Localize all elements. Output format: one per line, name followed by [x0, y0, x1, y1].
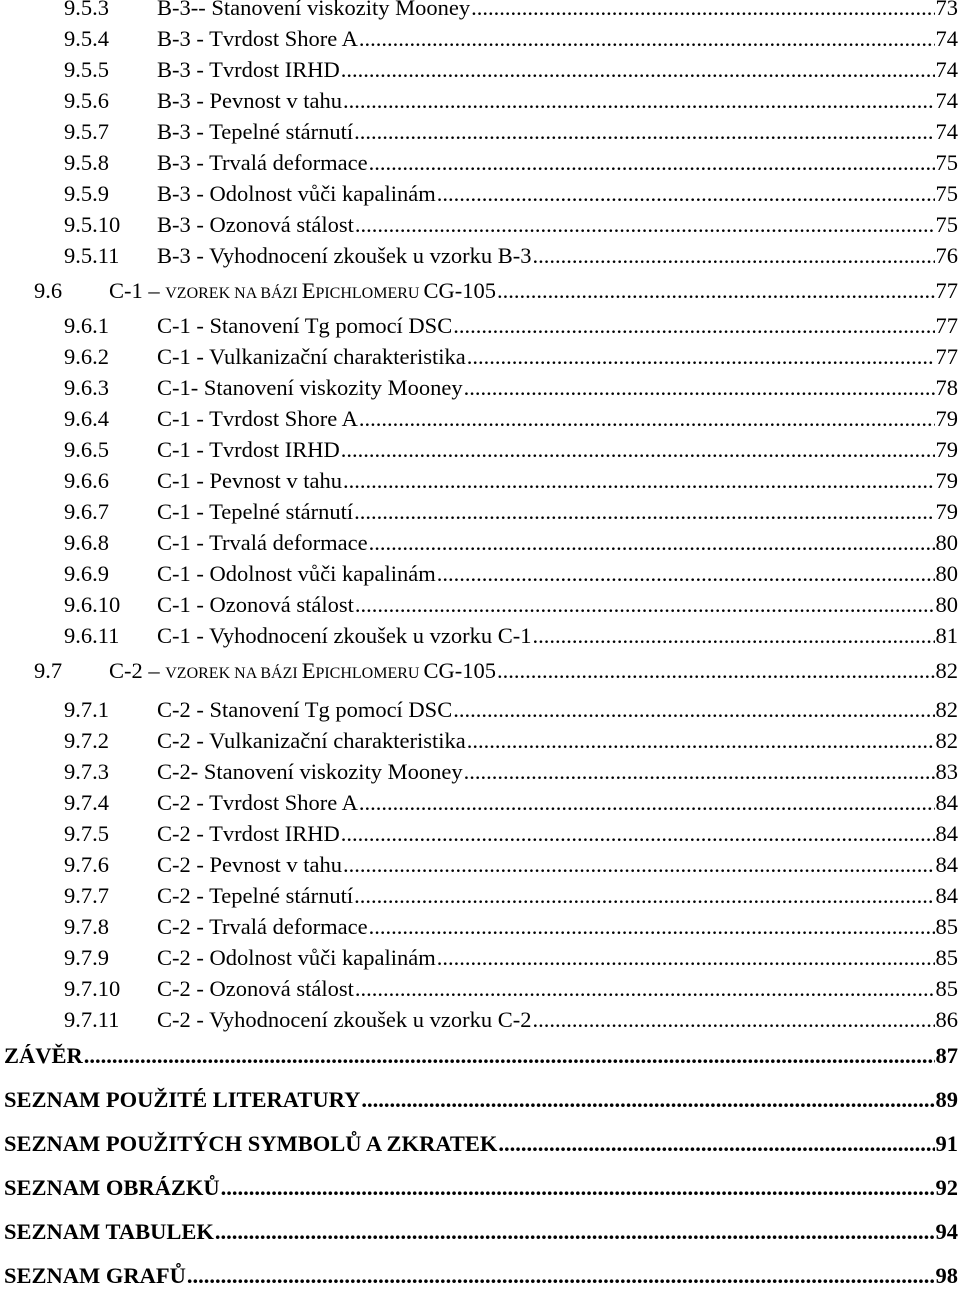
toc-page-number: 82: [935, 697, 958, 722]
toc-page-number: 84: [935, 790, 958, 815]
toc-page-number: 94: [935, 1219, 958, 1244]
toc-page-number: 77: [935, 344, 958, 369]
toc-entry-number: 9.6.10: [64, 592, 121, 617]
toc-page-number: 84: [935, 852, 958, 877]
toc-entry-number: 9.5.3: [64, 0, 109, 20]
toc-entry-title: C-2- Stanovení viskozity Mooney: [157, 759, 463, 784]
toc-entry-title-part: VZOREK NA BÁZI: [165, 285, 302, 302]
toc-entry-title: [109, 658, 496, 684]
toc-entry-title: C-1 - Odolnost vůči kapalinám: [157, 561, 436, 586]
toc-entry-number: 9.6.4: [64, 406, 109, 431]
toc-dot-leader: [369, 530, 935, 556]
toc-dot-leader: [215, 1219, 935, 1245]
toc-entry[interactable]: [64, 181, 958, 211]
toc-entry-title: C-2 - Vyhodnocení zkoušek u vzorku C-2: [157, 1007, 532, 1032]
toc-entry-number: 9.7.2: [64, 728, 109, 753]
toc-entry-title: C-1 - Tvrdost IRHD: [157, 437, 340, 462]
toc-entry[interactable]: [64, 976, 958, 1006]
toc-entry-title: SEZNAM POUŽITÝCH SYMBOLŮ A ZKRATEK: [4, 1131, 498, 1156]
toc-entry[interactable]: [64, 914, 958, 944]
toc-page-number: 89: [935, 1087, 958, 1112]
toc-entry-number: 9.5.9: [64, 181, 109, 206]
toc-page-number: 98: [935, 1263, 958, 1288]
toc-page-number: 91: [935, 1131, 958, 1156]
toc-page-number: 85: [935, 945, 958, 970]
toc-entry[interactable]: [64, 26, 958, 56]
toc-entry[interactable]: [64, 468, 958, 498]
toc-entry-number: 9.6.2: [64, 344, 109, 369]
toc-entry[interactable]: [64, 1007, 958, 1037]
toc-entry-number: 9.5.11: [64, 243, 120, 268]
toc-entry-title: SEZNAM GRAFŮ: [4, 1263, 186, 1288]
toc-entry-number: 9.7.6: [64, 852, 109, 877]
toc-dot-leader: [369, 914, 935, 940]
toc-dot-leader: [343, 88, 935, 114]
toc-page-number: 80: [935, 561, 958, 586]
toc-page-number: 82: [935, 658, 958, 683]
toc-page-number: 77: [935, 313, 958, 338]
toc-dot-leader: [354, 883, 934, 909]
toc-entry[interactable]: [64, 119, 958, 149]
toc-entry-number: 9.7.3: [64, 759, 109, 784]
toc-entry-title: B-3 - Tepelné stárnutí: [157, 119, 354, 144]
toc-page-number: 75: [935, 181, 958, 206]
toc-entry-title: C-1 - Vyhodnocení zkoušek u vzorku C-1: [157, 623, 532, 648]
toc-dot-leader: [437, 945, 935, 971]
toc-dot-leader: [355, 212, 935, 238]
toc-entry-number: 9.5.10: [64, 212, 121, 237]
toc-entry-title-part: PICHLOMERU: [315, 285, 424, 302]
toc-entry-title: B-3 - Tvrdost Shore A: [157, 26, 358, 51]
toc-dot-leader: [533, 623, 935, 649]
toc-entry-number: 9.6.7: [64, 499, 109, 524]
toc-entry-title: C-2 - Tvrdost IRHD: [157, 821, 340, 846]
toc-page-number: 78: [935, 375, 958, 400]
toc-entry[interactable]: [64, 790, 958, 820]
toc-entry-number: 9.6.8: [64, 530, 109, 555]
toc-dot-leader: [84, 1043, 935, 1069]
toc-entry[interactable]: [64, 728, 958, 758]
toc-entry[interactable]: [64, 697, 958, 727]
toc-dot-leader: [187, 1263, 935, 1289]
toc-entry[interactable]: [64, 344, 958, 374]
toc-entry[interactable]: [64, 313, 958, 343]
toc-dot-leader: [343, 852, 935, 878]
toc-chapter-entry[interactable]: [4, 1131, 958, 1161]
toc-entry-number: 9.7.9: [64, 945, 109, 970]
toc-page-number: 85: [935, 976, 958, 1001]
toc-page-number: 85: [935, 914, 958, 939]
toc-entry-title: C-2 - Odolnost vůči kapalinám: [157, 945, 436, 970]
toc-page-number: 74: [935, 88, 958, 113]
toc-entry-number: 9.7.4: [64, 790, 109, 815]
toc-entry-number: 9.6.5: [64, 437, 109, 462]
toc-entry-number: 9.7.5: [64, 821, 109, 846]
toc-entry[interactable]: [64, 852, 958, 882]
toc-entry-title-part: C-2 –: [109, 658, 166, 683]
toc-entry-number: 9.5.5: [64, 57, 109, 82]
toc-page-number: 92: [935, 1175, 958, 1200]
toc-entry[interactable]: [34, 278, 958, 308]
toc-entry-title: C-1 - Pevnost v tahu: [157, 468, 342, 493]
toc-entry[interactable]: [64, 57, 958, 87]
toc-chapter-entry[interactable]: [4, 1087, 958, 1117]
toc-entry-title: C-1 - Vulkanizační charakteristika: [157, 344, 466, 369]
toc-entry-title: B-3 - Trvalá deformace: [157, 150, 368, 175]
toc-entry-title: C-2 - Stanovení Tg pomocí DSC: [157, 697, 453, 722]
toc-entry[interactable]: [64, 821, 958, 851]
toc-entry-number: 9.6.9: [64, 561, 109, 586]
toc-entry-title-part: PICHLOMERU: [315, 665, 424, 682]
toc-entry[interactable]: [64, 212, 958, 242]
toc-entry-title: C-1- Stanovení viskozity Mooney: [157, 375, 463, 400]
toc-page-number: 74: [935, 26, 958, 51]
toc-entry-number: 9.6.6: [64, 468, 109, 493]
toc-entry-number: 9.5.7: [64, 119, 109, 144]
toc-entry-number: 9.6.3: [64, 375, 109, 400]
toc-entry-number: 9.7.8: [64, 914, 109, 939]
toc-entry-title: B-3 - Tvrdost IRHD: [157, 57, 340, 82]
toc-entry-title: C-2 - Tvrdost Shore A: [157, 790, 358, 815]
toc-entry-title: C-1 - Ozonová stálost: [157, 592, 354, 617]
toc-page-number: 79: [935, 468, 958, 493]
toc-entry-number: 9.5.4: [64, 26, 109, 51]
toc-dot-leader: [359, 790, 935, 816]
toc-entry[interactable]: [64, 437, 958, 467]
toc-dot-leader: [464, 759, 935, 785]
toc-entry-title: C-1 - Trvalá deformace: [157, 530, 368, 555]
toc-entry-number: 9.6: [34, 278, 63, 303]
toc-page-number: 76: [935, 243, 958, 268]
toc-entry-number: 9.5.8: [64, 150, 109, 175]
toc-chapter-entry[interactable]: [4, 1175, 958, 1205]
toc-entry[interactable]: [64, 623, 958, 653]
toc-chapter-entry[interactable]: [4, 1219, 958, 1249]
toc-entry[interactable]: [64, 406, 958, 436]
toc-entry[interactable]: [64, 561, 958, 591]
toc-page-number: 77: [935, 278, 958, 303]
toc-entry-title-part: VZOREK NA BÁZI: [165, 665, 302, 682]
toc-entry-number: 9.6.11: [64, 623, 120, 648]
toc-dot-leader: [359, 406, 935, 432]
toc-entry-title: C-1 - Stanovení Tg pomocí DSC: [157, 313, 453, 338]
toc-entry-title: B-3 - Odolnost vůči kapalinám: [157, 181, 436, 206]
toc-dot-leader: [467, 344, 935, 370]
toc-dot-leader: [343, 468, 935, 494]
toc-dot-leader: [437, 561, 935, 587]
toc-entry[interactable]: [64, 0, 958, 25]
toc-dot-leader: [341, 437, 935, 463]
toc-page-number: 74: [935, 119, 958, 144]
toc-page-number: 80: [935, 592, 958, 617]
toc-dot-leader: [497, 278, 935, 304]
toc-page-number: 82: [935, 728, 958, 753]
toc-dot-leader: [464, 375, 935, 401]
toc-entry-title: B-3 - Pevnost v tahu: [157, 88, 342, 113]
toc-page-number: 84: [935, 883, 958, 908]
toc-page-number: 73: [935, 0, 958, 20]
toc-entry[interactable]: [64, 530, 958, 560]
toc-dot-leader: [369, 150, 935, 176]
toc-entry-title: B-3-- Stanovení viskozity Mooney: [157, 0, 471, 20]
toc-entry-number: 9.7.1: [64, 697, 109, 722]
toc-dot-leader: [471, 0, 934, 21]
toc-dot-leader: [341, 57, 935, 83]
toc-dot-leader: [361, 1087, 934, 1113]
toc-page-number: 79: [935, 499, 958, 524]
toc-entry-title: SEZNAM TABULEK: [4, 1219, 214, 1244]
toc-page-number: 81: [935, 623, 958, 648]
toc-entry[interactable]: [64, 592, 958, 622]
toc-entry[interactable]: [64, 759, 958, 789]
toc-entry-number: 9.7.7: [64, 883, 109, 908]
toc-entry-title-part: E: [301, 658, 316, 683]
toc-entry[interactable]: [64, 499, 958, 529]
toc-dot-leader: [533, 243, 935, 269]
toc-chapter-entry[interactable]: [4, 1263, 958, 1293]
toc-page-number: 79: [935, 437, 958, 462]
toc-entry-title: C-1 - Tepelné stárnutí: [157, 499, 354, 524]
toc-page-number: 84: [935, 821, 958, 846]
toc-entry-number: 9.7.10: [64, 976, 121, 1001]
toc-page-number: 75: [935, 212, 958, 237]
toc-page-number: 74: [935, 57, 958, 82]
toc-page-number: 79: [935, 406, 958, 431]
toc-entry-title-part: CG-105: [423, 658, 496, 683]
toc-entry-title: SEZNAM POUŽITÉ LITERATURY: [4, 1087, 361, 1112]
toc-dot-leader: [467, 728, 935, 754]
toc-entry-title: SEZNAM OBRÁZKŮ: [4, 1175, 220, 1200]
toc-dot-leader: [437, 181, 935, 207]
toc-entry-title: C-1 - Tvrdost Shore A: [157, 406, 358, 431]
toc-entry-title-part: E: [301, 278, 316, 303]
toc-dot-leader: [341, 821, 935, 847]
toc-entry-number: 9.7.11: [64, 1007, 120, 1032]
toc-entry[interactable]: [64, 243, 958, 273]
toc-page-number: 80: [935, 530, 958, 555]
toc-page-number: 87: [935, 1043, 958, 1068]
toc-entry[interactable]: [64, 883, 958, 913]
toc-entry-title: C-2 - Ozonová stálost: [157, 976, 354, 1001]
toc-entry-title: B-3 - Vyhodnocení zkoušek u vzorku B-3: [157, 243, 532, 268]
toc-entry-title: C-2 - Pevnost v tahu: [157, 852, 342, 877]
toc-entry[interactable]: [64, 945, 958, 975]
toc-page-number: 86: [935, 1007, 958, 1032]
toc-entry-number: 9.7: [34, 658, 63, 683]
toc-entry-title: ZÁVĚR: [4, 1043, 83, 1068]
toc-page-number: 83: [935, 759, 958, 784]
toc-entry-title: B-3 - Ozonová stálost: [157, 212, 354, 237]
toc-entry[interactable]: [64, 375, 958, 405]
toc-entry-number: 9.6.1: [64, 313, 109, 338]
toc-dot-leader: [355, 976, 935, 1002]
toc-entry-title: C-2 - Tepelné stárnutí: [157, 883, 354, 908]
toc-dot-leader: [354, 499, 934, 525]
toc-entry[interactable]: [64, 150, 958, 180]
toc-entry-title-part: C-1 –: [109, 278, 166, 303]
toc-entry-title-part: CG-105: [423, 278, 496, 303]
toc-dot-leader: [453, 697, 934, 723]
toc-dot-leader: [533, 1007, 935, 1033]
toc-entry-title: C-2 - Vulkanizační charakteristika: [157, 728, 466, 753]
toc-dot-leader: [498, 1131, 934, 1157]
toc-chapter-entry[interactable]: [4, 1043, 958, 1073]
toc-dot-leader: [453, 313, 934, 339]
toc-entry[interactable]: [34, 658, 958, 688]
toc-dot-leader: [359, 26, 935, 52]
toc-entry-number: 9.5.6: [64, 88, 109, 113]
toc-entry[interactable]: [64, 88, 958, 118]
toc-page-number: 75: [935, 150, 958, 175]
toc-dot-leader: [497, 658, 935, 684]
toc-entry-title: [109, 278, 496, 304]
toc-dot-leader: [355, 592, 935, 618]
toc-dot-leader: [221, 1175, 935, 1201]
toc-entry-title: C-2 - Trvalá deformace: [157, 914, 368, 939]
toc-dot-leader: [354, 119, 934, 145]
